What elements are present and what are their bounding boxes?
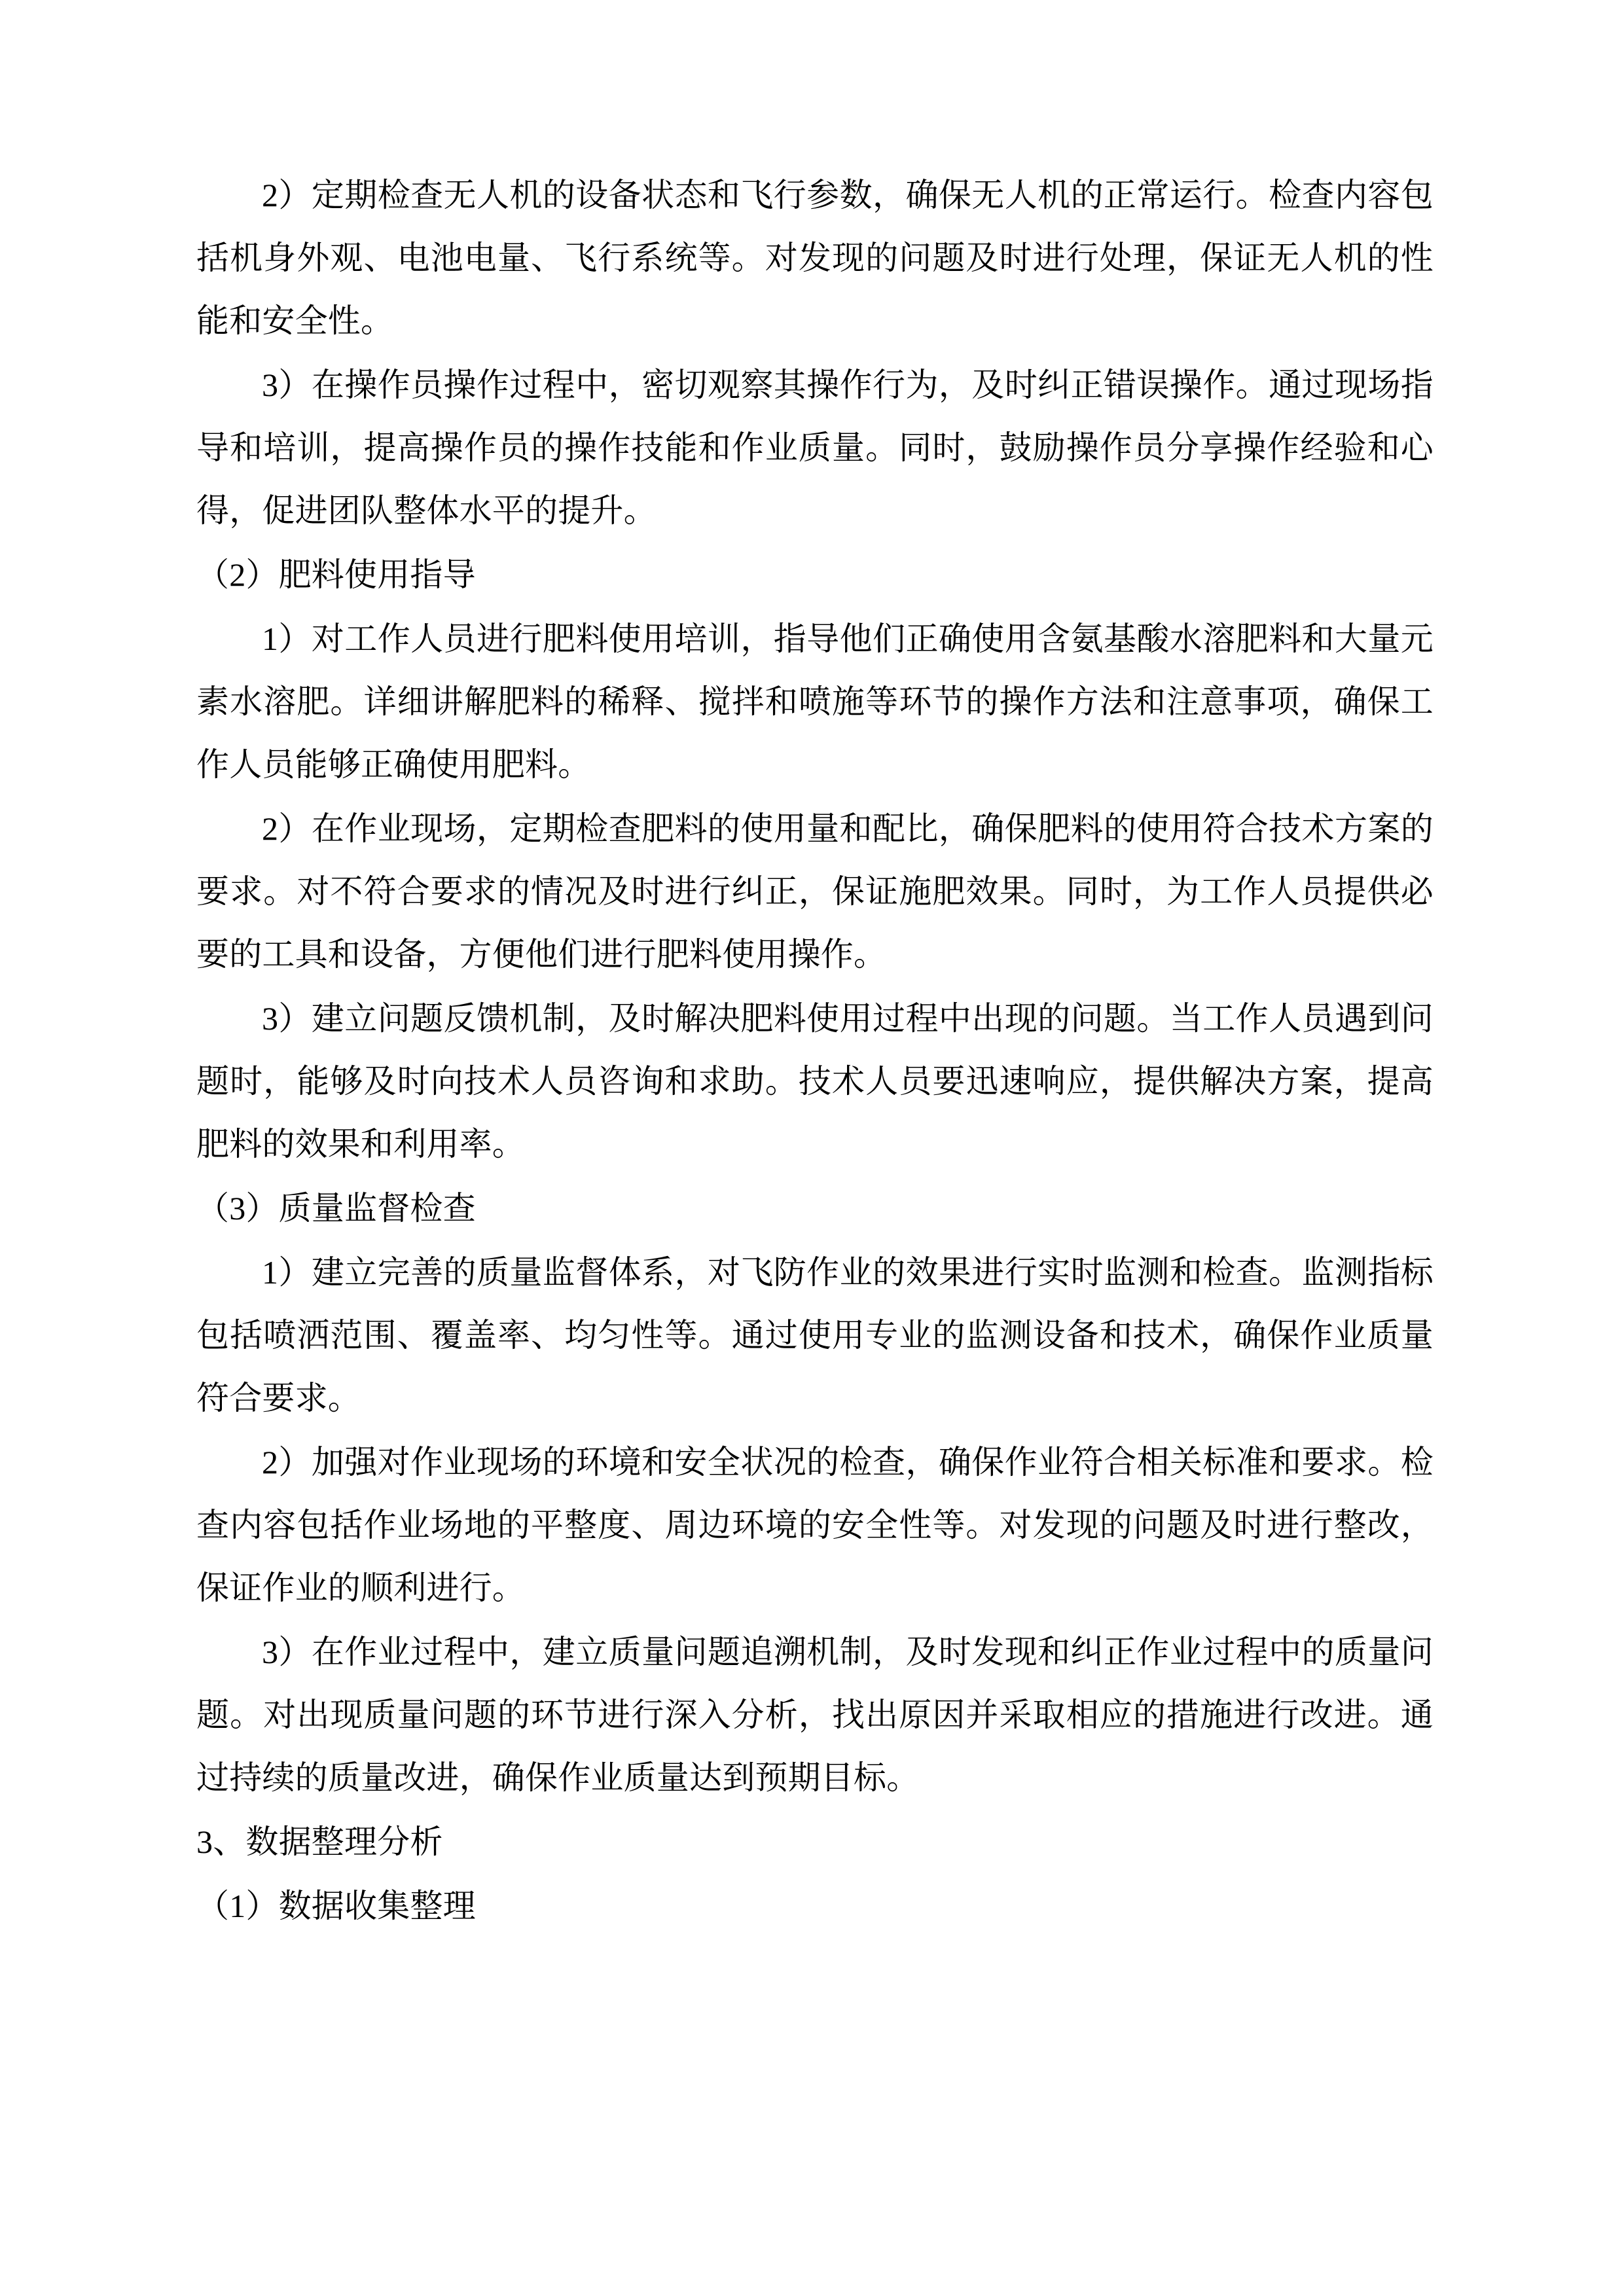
heading-fertilizer-guidance: （2）肥料使用指导 <box>196 556 476 593</box>
heading-quality-supervision: （3）质量监督检查 <box>196 1190 476 1227</box>
document-body <box>196 164 1434 1937</box>
paragraph-quality-safety: 2）加强对作业现场的环境和安全状况的检查，确保作业符合相关标准和要求。检查内容包括作业场地的平整度、周边环境的安全性等。对发现的问题及时进行整改，保证作业的顺利进行。 <box>196 1444 1434 1606</box>
paragraph-quality-traceability: 3）在作业过程中，建立质量问题追溯机制，及时发现和纠正作业过程中的质量问题。对出现质量问题的环节进行深入分析，找出原因并采取相应的措施进行改进。通过持续的质量改进，确保作业质量达到预期目标。 <box>196 1634 1434 1796</box>
paragraph-fertilizer-feedback: 3）建立问题反馈机制，及时解决肥料使用过程中出现的问题。当工作人员遇到问题时，能够及时向技术人员咨询和求助。技术人员要迅速响应，提供解决方案，提高肥料的效果和利用率。 <box>196 1000 1434 1162</box>
paragraph-quality-system: 1）建立完善的质量监督体系，对飞防作业的效果进行实时监测和检查。监测指标包括喷洒范围、覆盖率、均匀性等。通过使用专业的监测设备和技术，确保作业质量符合要求。 <box>196 1254 1434 1416</box>
paragraph-fertilizer-training: 1）对工作人员进行肥料使用培训，指导他们正确使用含氨基酸水溶肥料和大量元素水溶肥。详细讲解肥料的稀释、搅拌和喷施等环节的操作方法和注意事项，确保工作人员能够正确使用肥料。 <box>196 620 1434 783</box>
heading-data-analysis: 3、数据整理分析 <box>196 1823 443 1860</box>
paragraph-drone-check: 2）定期检查无人机的设备状态和飞行参数，确保无人机的正常运行。检查内容包括机身外观、电池电量、飞行系统等。对发现的问题及时进行处理，保证无人机的性能和安全性。 <box>196 177 1434 339</box>
heading-data-collection: （1）数据收集整理 <box>196 1888 476 1924</box>
paragraph-fertilizer-onsite-check: 2）在作业现场，定期检查肥料的使用量和配比，确保肥料的使用符合技术方案的要求。对不符合要求的情况及时进行纠正，保证施肥效果。同时，为工作人员提供必要的工具和设备，方便他们进行肥料使用操作。 <box>196 810 1434 973</box>
paragraph-operator-observe: 3）在操作员操作过程中，密切观察其操作行为，及时纠正错误操作。通过现场指导和培训，提高操作员的操作技能和作业质量。同时，鼓励操作员分享操作经验和心得，促进团队整体水平的提升。 <box>196 367 1434 529</box>
